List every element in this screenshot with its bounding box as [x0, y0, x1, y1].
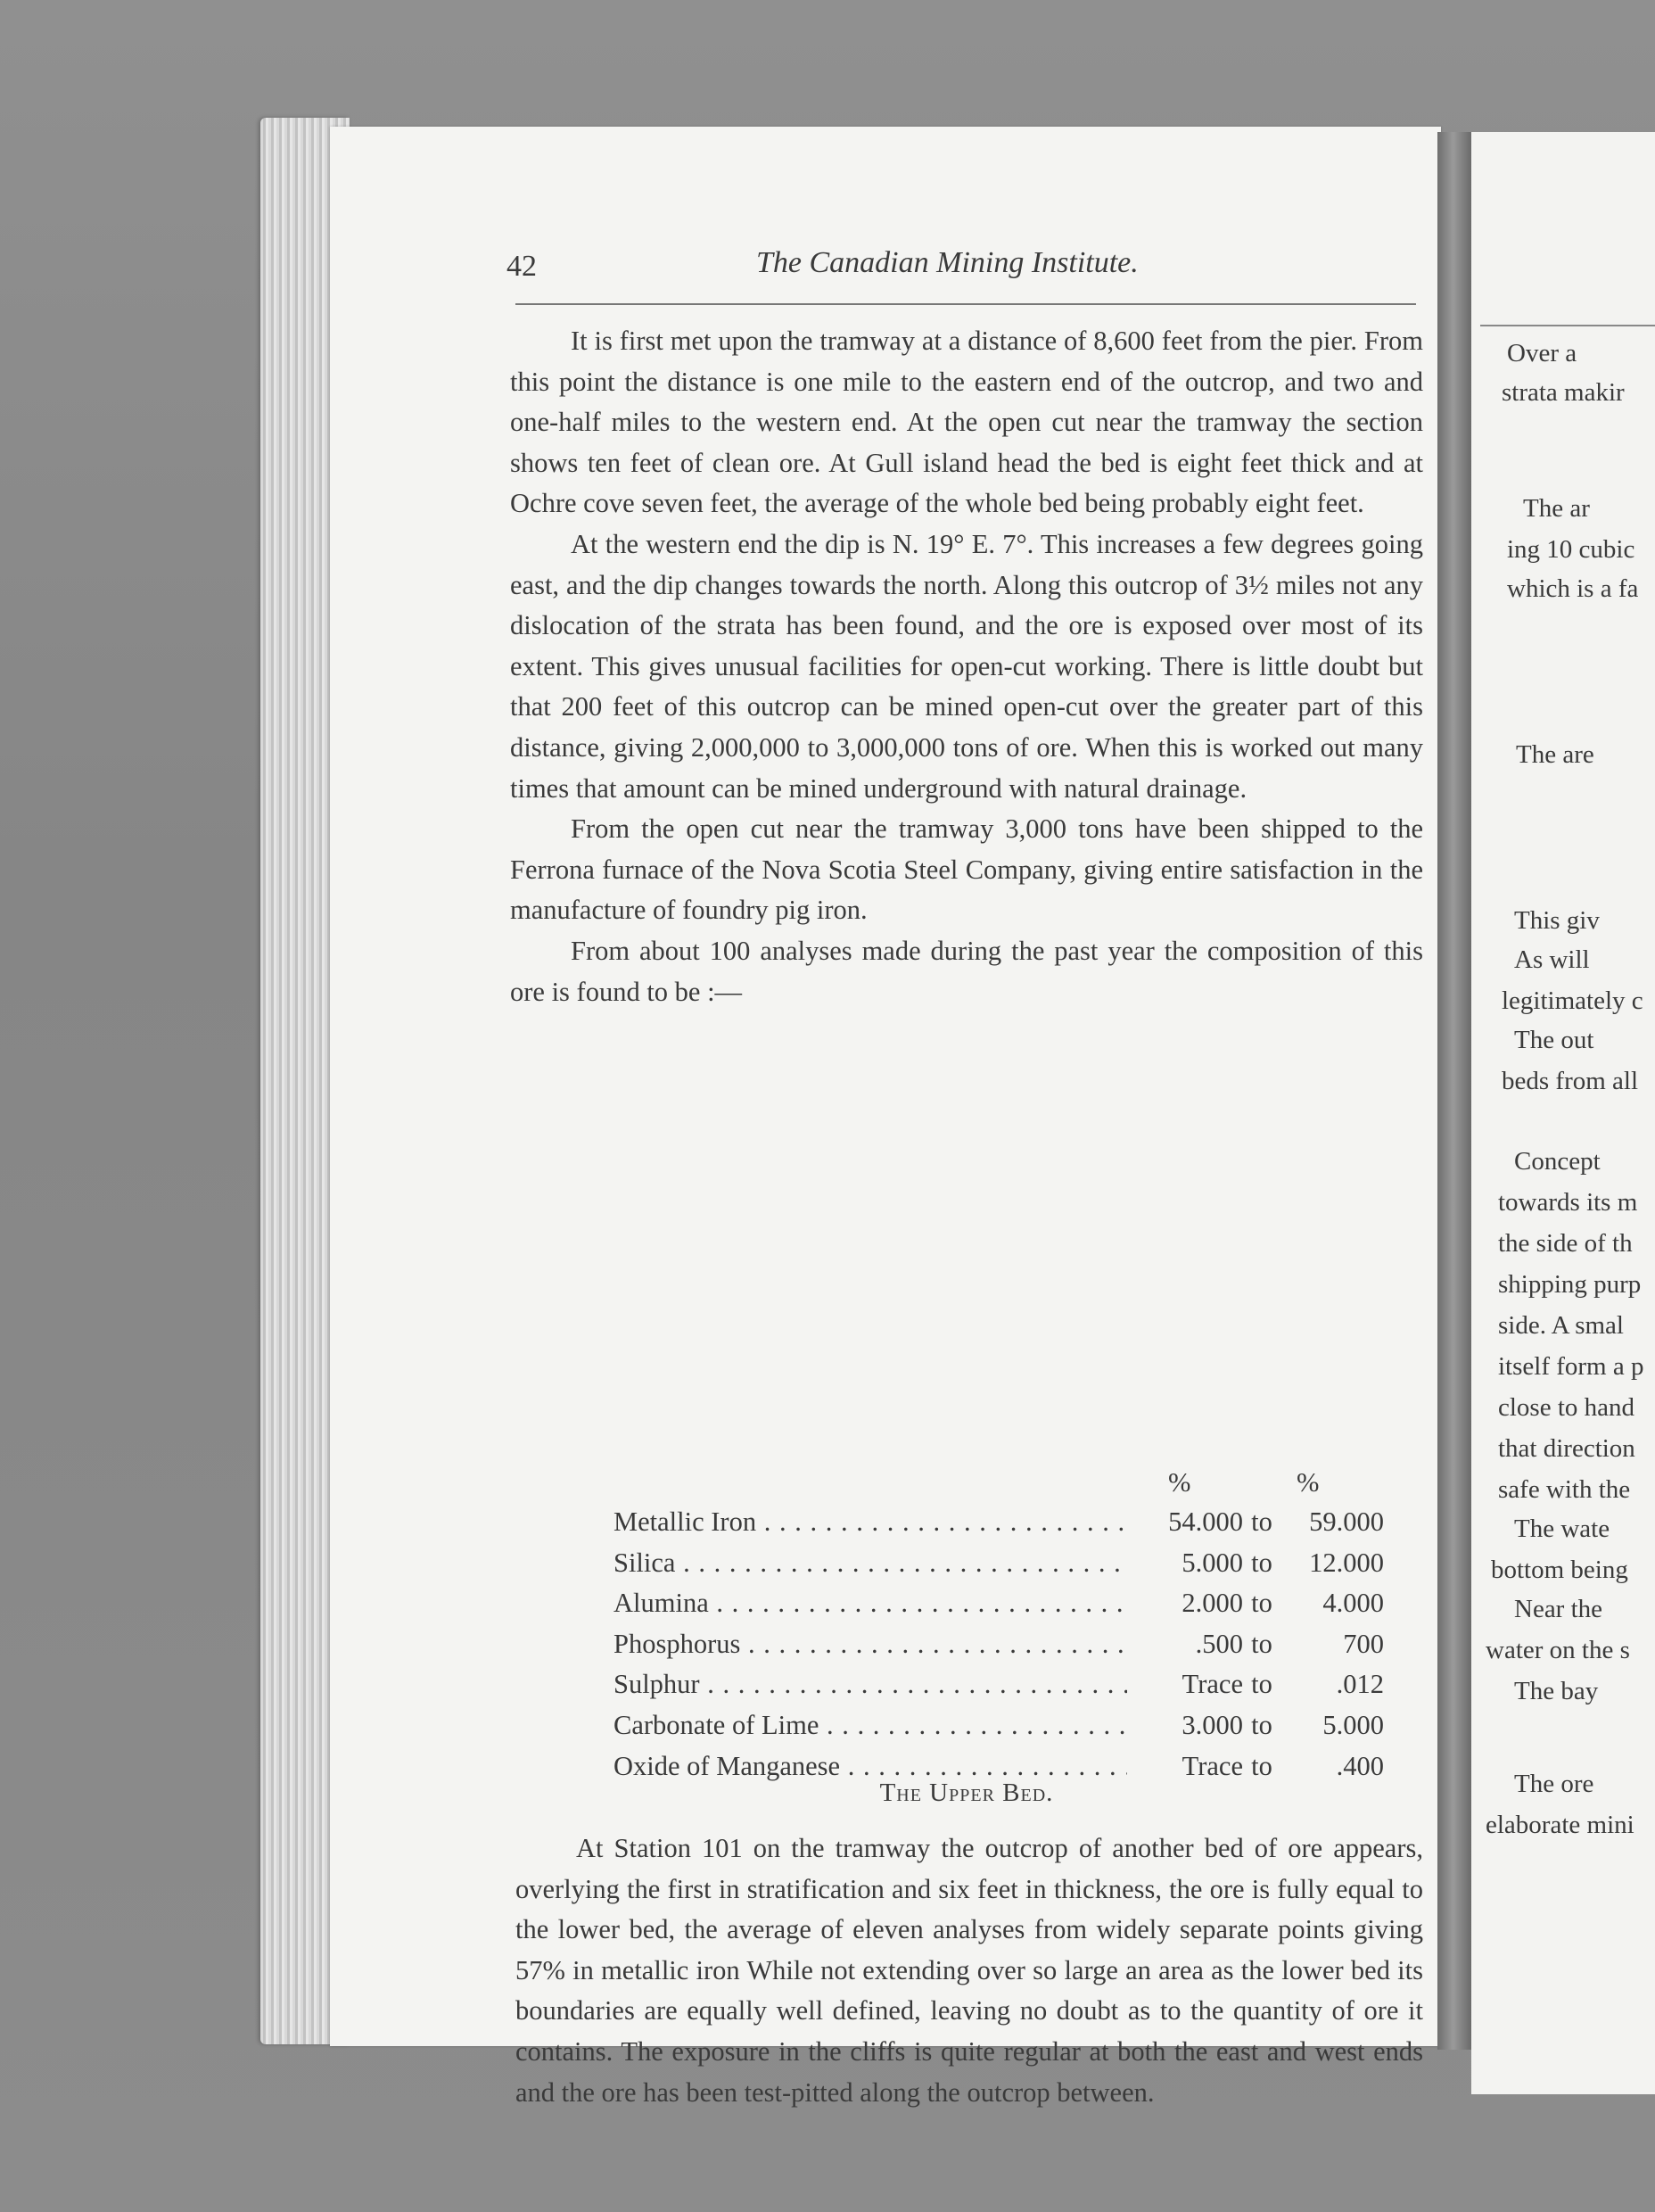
- header-rule: [515, 303, 1416, 305]
- component-name: Alumina . . .: [613, 1583, 1127, 1624]
- right-text-fragment: Concept: [1514, 1147, 1601, 1176]
- right-text-fragment: legitimately c: [1502, 986, 1643, 1015]
- component-name: Metallic Iron . . .: [613, 1502, 1127, 1543]
- body-text: [510, 321, 1423, 2108]
- right-text-fragment: As will: [1514, 945, 1590, 974]
- component-max: .012: [1336, 1669, 1384, 1700]
- right-text-fragment: beds from all: [1502, 1067, 1639, 1095]
- table-row: [510, 1543, 1423, 1584]
- right-text-fragment: ing 10 cubic: [1507, 535, 1635, 564]
- component-max: 4.000: [1322, 1588, 1384, 1619]
- right-text-fragment: side. A smal: [1498, 1311, 1624, 1340]
- right-text-fragment: This giv: [1514, 906, 1600, 935]
- component-name: Phosphorus . . .: [613, 1624, 1127, 1665]
- right-text-fragment: close to hand: [1498, 1393, 1635, 1422]
- right-text-fragment: safe with the: [1498, 1475, 1631, 1504]
- right-text-fragment: towards its m: [1498, 1188, 1638, 1217]
- table-row: [510, 1705, 1423, 1746]
- paragraph: From the open cut near the tramway 3,000 tons have been shipped to the Ferrona furnace of the Nova Scotia Steel Company, giving entire satisfaction in the manufacture of foundry pig iron.: [510, 813, 1423, 926]
- right-page: [1471, 132, 1655, 2094]
- component-min: 2.000: [1182, 1588, 1243, 1619]
- right-text-fragment: The ar: [1523, 494, 1590, 523]
- right-text-fragment: The ore: [1514, 1770, 1594, 1798]
- component-max: 59.000: [1309, 1506, 1384, 1537]
- right-page-rule: [1480, 325, 1655, 326]
- journal-title: The Canadian Mining Institute.: [756, 246, 1139, 279]
- component-name: Silica . . .: [613, 1543, 1127, 1584]
- component-min: 3.000: [1182, 1709, 1243, 1740]
- table-row: [510, 1624, 1423, 1665]
- right-text-fragment: The wate: [1514, 1515, 1610, 1543]
- right-text-fragment: elaborate mini: [1486, 1811, 1634, 1839]
- right-text-fragment: shipping purp: [1498, 1270, 1642, 1299]
- range-word: to: [1251, 1547, 1272, 1578]
- right-text-fragment: The are: [1516, 740, 1594, 769]
- right-text-fragment: Over a: [1507, 339, 1577, 367]
- right-text-fragment: that direction: [1498, 1434, 1635, 1463]
- range-word: to: [1251, 1588, 1272, 1619]
- component-max: 700: [1343, 1628, 1384, 1659]
- component-min: Trace: [1182, 1750, 1243, 1781]
- component-max: 5.000: [1322, 1709, 1384, 1740]
- right-text-fragment: The bay: [1514, 1677, 1599, 1705]
- range-word: to: [1251, 1628, 1272, 1659]
- component-name: Carbonate of Lime . . .: [613, 1705, 1127, 1746]
- component-max: 12.000: [1309, 1547, 1384, 1578]
- component-max: .400: [1336, 1750, 1384, 1781]
- right-text-fragment: which is a fa: [1507, 574, 1639, 603]
- component-name: Oxide of Manganese . . .: [613, 1746, 1127, 1787]
- right-text-fragment: strata makir: [1502, 378, 1625, 407]
- component-min: .500: [1195, 1628, 1243, 1659]
- component-name: Sulphur . . .: [613, 1664, 1127, 1705]
- paragraph: At the western end the dip is N. 19° E. 7°. This increases a few degrees going east, and the dip changes towards the north. Along this outcrop of 3½ miles not any dislocation of the strata has been found, and the ore is exposed over most of its extent. This gives unusual facilities for open-cut working. There is little doubt but that 200 feet of this outcrop can be mined open-cut over the greater part of this distance, giving 2,000,000 to 3,000,000 tons of ore. When this is worked out many times that amount can be mined underground with natural drainage.: [510, 528, 1423, 804]
- column-header-percent: %: [1297, 1467, 1320, 1498]
- right-text-fragment: water on the s: [1486, 1636, 1630, 1664]
- table-row: [510, 1583, 1423, 1624]
- paragraph: At Station 101 on the tramway the outcrop of another bed of ore appears, overlying the first in stratification and six feet in thickness, the ore is fully equal to the lower bed, the average of eleven analyses from widely separate points giving 57% in metallic iron While not extending over so large an area as the lower bed its boundaries are equally well defined, leaving no doubt as to the quantity of ore it contains. The exposure in the cliffs is quite regular at both the east and west ends and the ore has been test-pitted along the outcrop between.: [515, 1833, 1423, 2108]
- right-text-fragment: bottom being: [1491, 1556, 1628, 1584]
- component-min: 54.000: [1168, 1506, 1243, 1537]
- table-row: [510, 1664, 1423, 1705]
- right-text-fragment: The out: [1514, 1026, 1594, 1054]
- table-header-row: [510, 1461, 1423, 1502]
- page-number: 42: [506, 250, 537, 283]
- table-row: [510, 1502, 1423, 1543]
- column-header-percent: %: [1168, 1467, 1191, 1498]
- range-word: to: [1251, 1506, 1272, 1537]
- component-min: 5.000: [1182, 1547, 1243, 1578]
- right-text-fragment: itself form a p: [1498, 1352, 1644, 1381]
- right-text-fragment: the side of th: [1498, 1229, 1633, 1258]
- paragraph: From about 100 analyses made during the past year the composition of this ore is found to be :—: [510, 935, 1423, 1007]
- range-word: to: [1251, 1709, 1272, 1740]
- component-min: Trace: [1182, 1669, 1243, 1700]
- paragraph: It is first met upon the tramway at a distance of 8,600 feet from the pier. From this point the distance is one mile to the eastern end of the outcrop, and two and one-half miles to the western end. At the open cut near the tramway the section shows ten feet of clean ore. At Gull island head the bed is eight feet thick and at Ochre cove seven feet, the average of the whole bed being probably eight feet.: [510, 326, 1423, 519]
- running-head: [506, 241, 1420, 285]
- range-word: to: [1251, 1750, 1272, 1781]
- section-heading: The Upper Bed.: [879, 1779, 1054, 1807]
- composition-table: [510, 1461, 1423, 1787]
- right-text-fragment: Near the: [1514, 1595, 1603, 1623]
- range-word: to: [1251, 1669, 1272, 1700]
- upper-bed-section: [515, 1828, 1423, 2113]
